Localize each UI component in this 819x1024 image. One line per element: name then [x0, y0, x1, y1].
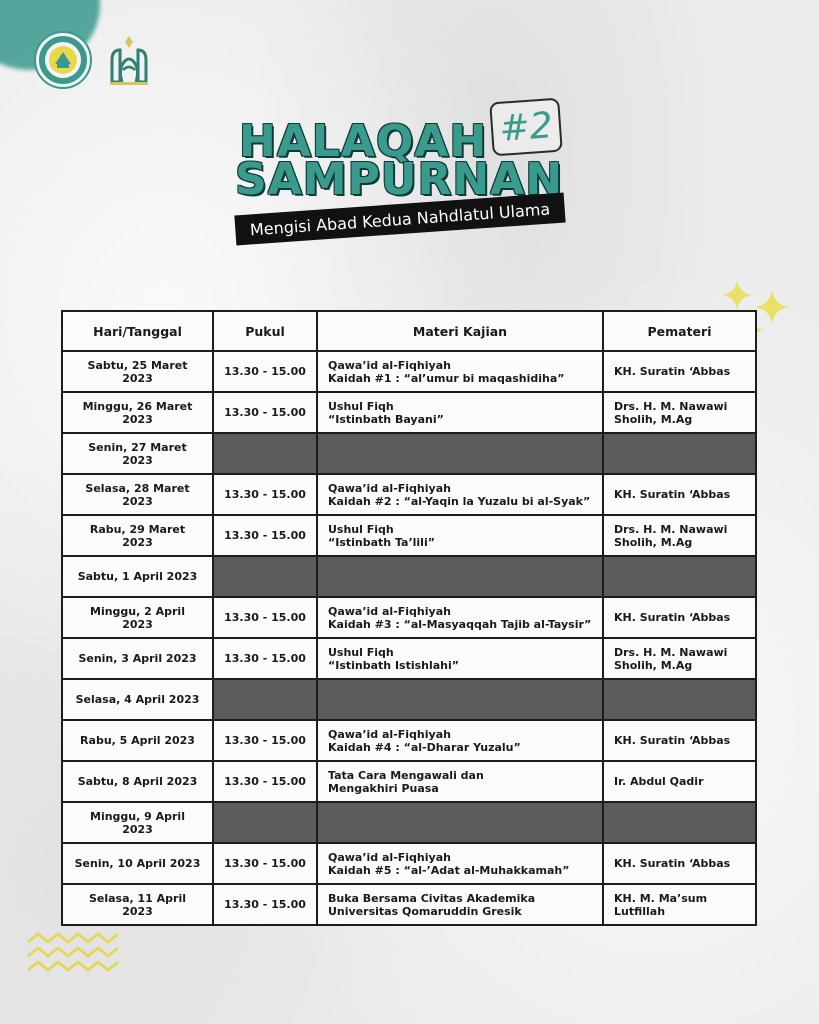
row-topic — [317, 720, 603, 761]
empty-time-cell — [213, 679, 317, 720]
row-topic — [317, 638, 603, 679]
table-row — [62, 392, 756, 433]
speaker-line: Sholih, M.Ag — [614, 412, 693, 426]
table-row — [62, 761, 756, 802]
topic-line: Kaidah #5 : “al-’Adat al-Muhakkamah” — [328, 863, 570, 877]
topic-line: Qawa’id al-Fiqhiyah — [328, 727, 451, 741]
topic-line: Kaidah #3 : “al-Masyaqqah Tajib al-Taysir” — [328, 617, 592, 631]
row-date: Minggu, 26 Maret 2023 — [62, 392, 213, 433]
empty-topic-cell — [317, 679, 603, 720]
table-row — [62, 351, 756, 392]
table-row — [62, 884, 756, 925]
row-date: Sabtu, 1 April 2023 — [62, 556, 213, 597]
edition-badge — [489, 98, 563, 157]
row-date: Rabu, 29 Maret 2023 — [62, 515, 213, 556]
table-row — [62, 638, 756, 679]
row-topic — [317, 515, 603, 556]
title-block — [235, 100, 575, 240]
row-date: Sabtu, 8 April 2023 — [62, 761, 213, 802]
row-speaker — [603, 843, 756, 884]
row-speaker — [603, 597, 756, 638]
topic-line: Kaidah #4 : “al-Dharar Yuzalu” — [328, 740, 521, 754]
row-time: 13.30 - 15.00 — [213, 720, 317, 761]
row-time: 13.30 - 15.00 — [213, 597, 317, 638]
speaker-line: Drs. H. M. Nawawi — [614, 522, 728, 536]
row-date: Sabtu, 25 Maret 2023 — [62, 351, 213, 392]
column-header-time: Pukul — [213, 311, 317, 351]
row-topic — [317, 843, 603, 884]
empty-speaker-cell — [603, 433, 756, 474]
topic-line: Kaidah #1 : “al’umur bi maqashidiha” — [328, 371, 565, 385]
topic-line: “Istinbath Ta’lili” — [328, 535, 435, 549]
speaker-line: Sholih, M.Ag — [614, 658, 693, 672]
empty-topic-cell — [317, 802, 603, 843]
schedule-table — [61, 310, 757, 926]
speaker-line: Ir. Abdul Qadir — [614, 775, 704, 788]
empty-topic-cell — [317, 556, 603, 597]
speaker-line: KH. Suratin ‘Abbas — [614, 365, 731, 378]
row-speaker — [603, 474, 756, 515]
row-topic — [317, 597, 603, 638]
row-speaker — [603, 720, 756, 761]
topic-line: Mengakhiri Puasa — [328, 781, 439, 795]
table-row — [62, 597, 756, 638]
topic-line: Qawa’id al-Fiqhiyah — [328, 604, 451, 618]
row-speaker — [603, 761, 756, 802]
row-date: Minggu, 2 April 2023 — [62, 597, 213, 638]
schedule-body — [62, 351, 756, 925]
row-date: Senin, 27 Maret 2023 — [62, 433, 213, 474]
title-line-2: SAMPURNAN — [235, 154, 564, 205]
empty-time-cell — [213, 802, 317, 843]
topic-line: Tata Cara Mengawali dan — [328, 768, 484, 782]
table-row — [62, 802, 756, 843]
topic-line: Buka Bersama Civitas Akademika — [328, 891, 536, 905]
speaker-line: Sholih, M.Ag — [614, 535, 693, 549]
topic-line: Universitas Qomaruddin Gresik — [328, 904, 522, 918]
speaker-line: KH. Suratin ‘Abbas — [614, 734, 731, 747]
empty-speaker-cell — [603, 556, 756, 597]
table-row — [62, 433, 756, 474]
row-date: Senin, 3 April 2023 — [62, 638, 213, 679]
empty-speaker-cell — [603, 679, 756, 720]
table-header-row — [62, 311, 756, 351]
topic-line: Kaidah #2 : “al-Yaqin la Yuzalu bi al-Syak” — [328, 494, 591, 508]
speaker-line: KH. Suratin ‘Abbas — [614, 488, 731, 501]
row-time: 13.30 - 15.00 — [213, 843, 317, 884]
row-speaker — [603, 884, 756, 925]
empty-topic-cell — [317, 433, 603, 474]
sparkle-icon — [722, 280, 752, 310]
table-row — [62, 515, 756, 556]
column-header-date: Hari/Tanggal — [62, 311, 213, 351]
subtitle: Mengisi Abad Kedua Nahdlatul Ulama — [249, 199, 551, 239]
row-date: Rabu, 5 April 2023 — [62, 720, 213, 761]
row-topic — [317, 884, 603, 925]
edition-number: #2 — [498, 104, 554, 150]
table-row — [62, 474, 756, 515]
zigzag-decoration — [26, 930, 121, 980]
column-header-speaker: Pemateri — [603, 311, 756, 351]
row-time: 13.30 - 15.00 — [213, 884, 317, 925]
row-time: 13.30 - 15.00 — [213, 474, 317, 515]
row-topic — [317, 761, 603, 802]
topic-line: Qawa’id al-Fiqhiyah — [328, 481, 451, 495]
speaker-line: KH. M. Ma’sum — [614, 891, 708, 905]
speaker-line: Drs. H. M. Nawawi — [614, 645, 728, 659]
row-topic — [317, 351, 603, 392]
topic-line: Qawa’id al-Fiqhiyah — [328, 358, 451, 372]
table-row — [62, 556, 756, 597]
row-date: Selasa, 28 Maret 2023 — [62, 474, 213, 515]
speaker-line: Drs. H. M. Nawawi — [614, 399, 728, 413]
empty-speaker-cell — [603, 802, 756, 843]
topic-line: Ushul Fiqh — [328, 522, 394, 536]
topic-line: “Istinbath Bayani” — [328, 412, 444, 426]
topic-line: “Istinbath Istishlahi” — [328, 658, 460, 672]
empty-time-cell — [213, 556, 317, 597]
row-speaker — [603, 351, 756, 392]
row-speaker — [603, 638, 756, 679]
speaker-line: KH. Suratin ‘Abbas — [614, 611, 731, 624]
row-time: 13.30 - 15.00 — [213, 351, 317, 392]
row-time: 13.30 - 15.00 — [213, 638, 317, 679]
university-seal-logo — [33, 30, 93, 90]
row-date: Senin, 10 April 2023 — [62, 843, 213, 884]
nahdlatul-ulama-logo — [104, 30, 154, 90]
row-speaker — [603, 515, 756, 556]
topic-line: Ushul Fiqh — [328, 645, 394, 659]
row-date: Selasa, 11 April 2023 — [62, 884, 213, 925]
empty-time-cell — [213, 433, 317, 474]
speaker-line: KH. Suratin ‘Abbas — [614, 857, 731, 870]
table-row — [62, 843, 756, 884]
row-time: 13.30 - 15.00 — [213, 392, 317, 433]
row-time: 13.30 - 15.00 — [213, 515, 317, 556]
row-time: 13.30 - 15.00 — [213, 761, 317, 802]
row-topic — [317, 474, 603, 515]
speaker-line: Lutfillah — [614, 904, 666, 918]
table-row — [62, 679, 756, 720]
row-date: Selasa, 4 April 2023 — [62, 679, 213, 720]
table-row — [62, 720, 756, 761]
topic-line: Ushul Fiqh — [328, 399, 394, 413]
title-line-1: HALAQAH — [239, 116, 488, 167]
row-speaker — [603, 392, 756, 433]
topic-line: Qawa’id al-Fiqhiyah — [328, 850, 451, 864]
column-header-topic: Materi Kajian — [317, 311, 603, 351]
row-topic — [317, 392, 603, 433]
row-date: Minggu, 9 April 2023 — [62, 802, 213, 843]
